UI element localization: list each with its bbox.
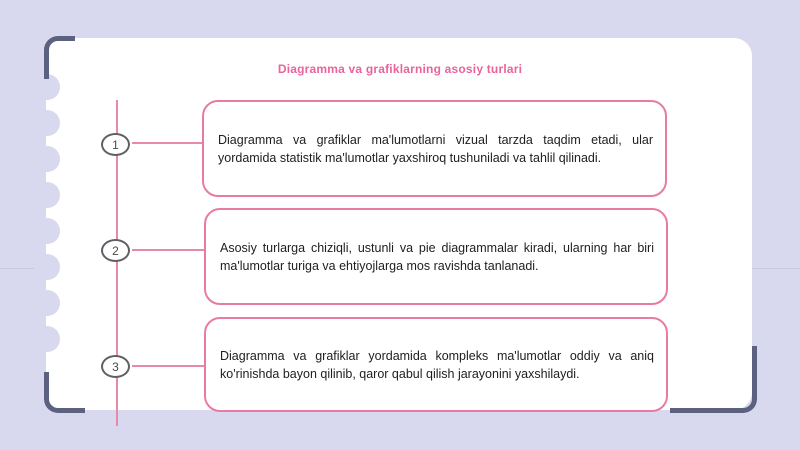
step-box — [202, 100, 667, 197]
binder-hole — [34, 146, 60, 172]
step-box — [204, 317, 668, 412]
step-connector — [132, 142, 204, 144]
step-box — [204, 208, 668, 305]
binder-hole — [34, 110, 60, 136]
step-number-badge: 3 — [101, 355, 130, 378]
binder-hole — [34, 254, 60, 280]
step-number-badge: 1 — [101, 133, 130, 156]
corner-bracket-bottom-left — [44, 372, 85, 413]
binder-hole — [34, 326, 60, 352]
binder-hole — [34, 218, 60, 244]
step-text: Diagramma va grafiklar yordamida kompleks ma'lumotlar oddiy va aniq ko'rinishda bayon qilinib, qaror qabul qilish jarayonini yaxshilaydi. — [220, 348, 654, 381]
binder-hole — [34, 182, 60, 208]
step-text: Asosiy turlarga chiziqli, ustunli va pie diagrammalar kiradi, ularning har biri ma'lumotlar turiga va ehtiyojlarga mos ravishda tanlanadi. — [220, 240, 654, 273]
corner-bracket-top-left — [44, 36, 75, 79]
step-text: Diagramma va grafiklar ma'lumotlarni vizual tarzda taqdim etadi, ular yordamida statistik ma'lumotlar yaxshiroq tushuniladi va tahlil qilinadi. — [218, 132, 653, 165]
binder-hole — [34, 290, 60, 316]
step-connector — [132, 365, 204, 367]
step-connector — [132, 249, 204, 251]
step-number-badge: 2 — [101, 239, 130, 262]
page-title: Diagramma va grafiklarning asosiy turlari — [277, 62, 523, 76]
corner-bracket-bottom-right — [670, 346, 757, 413]
